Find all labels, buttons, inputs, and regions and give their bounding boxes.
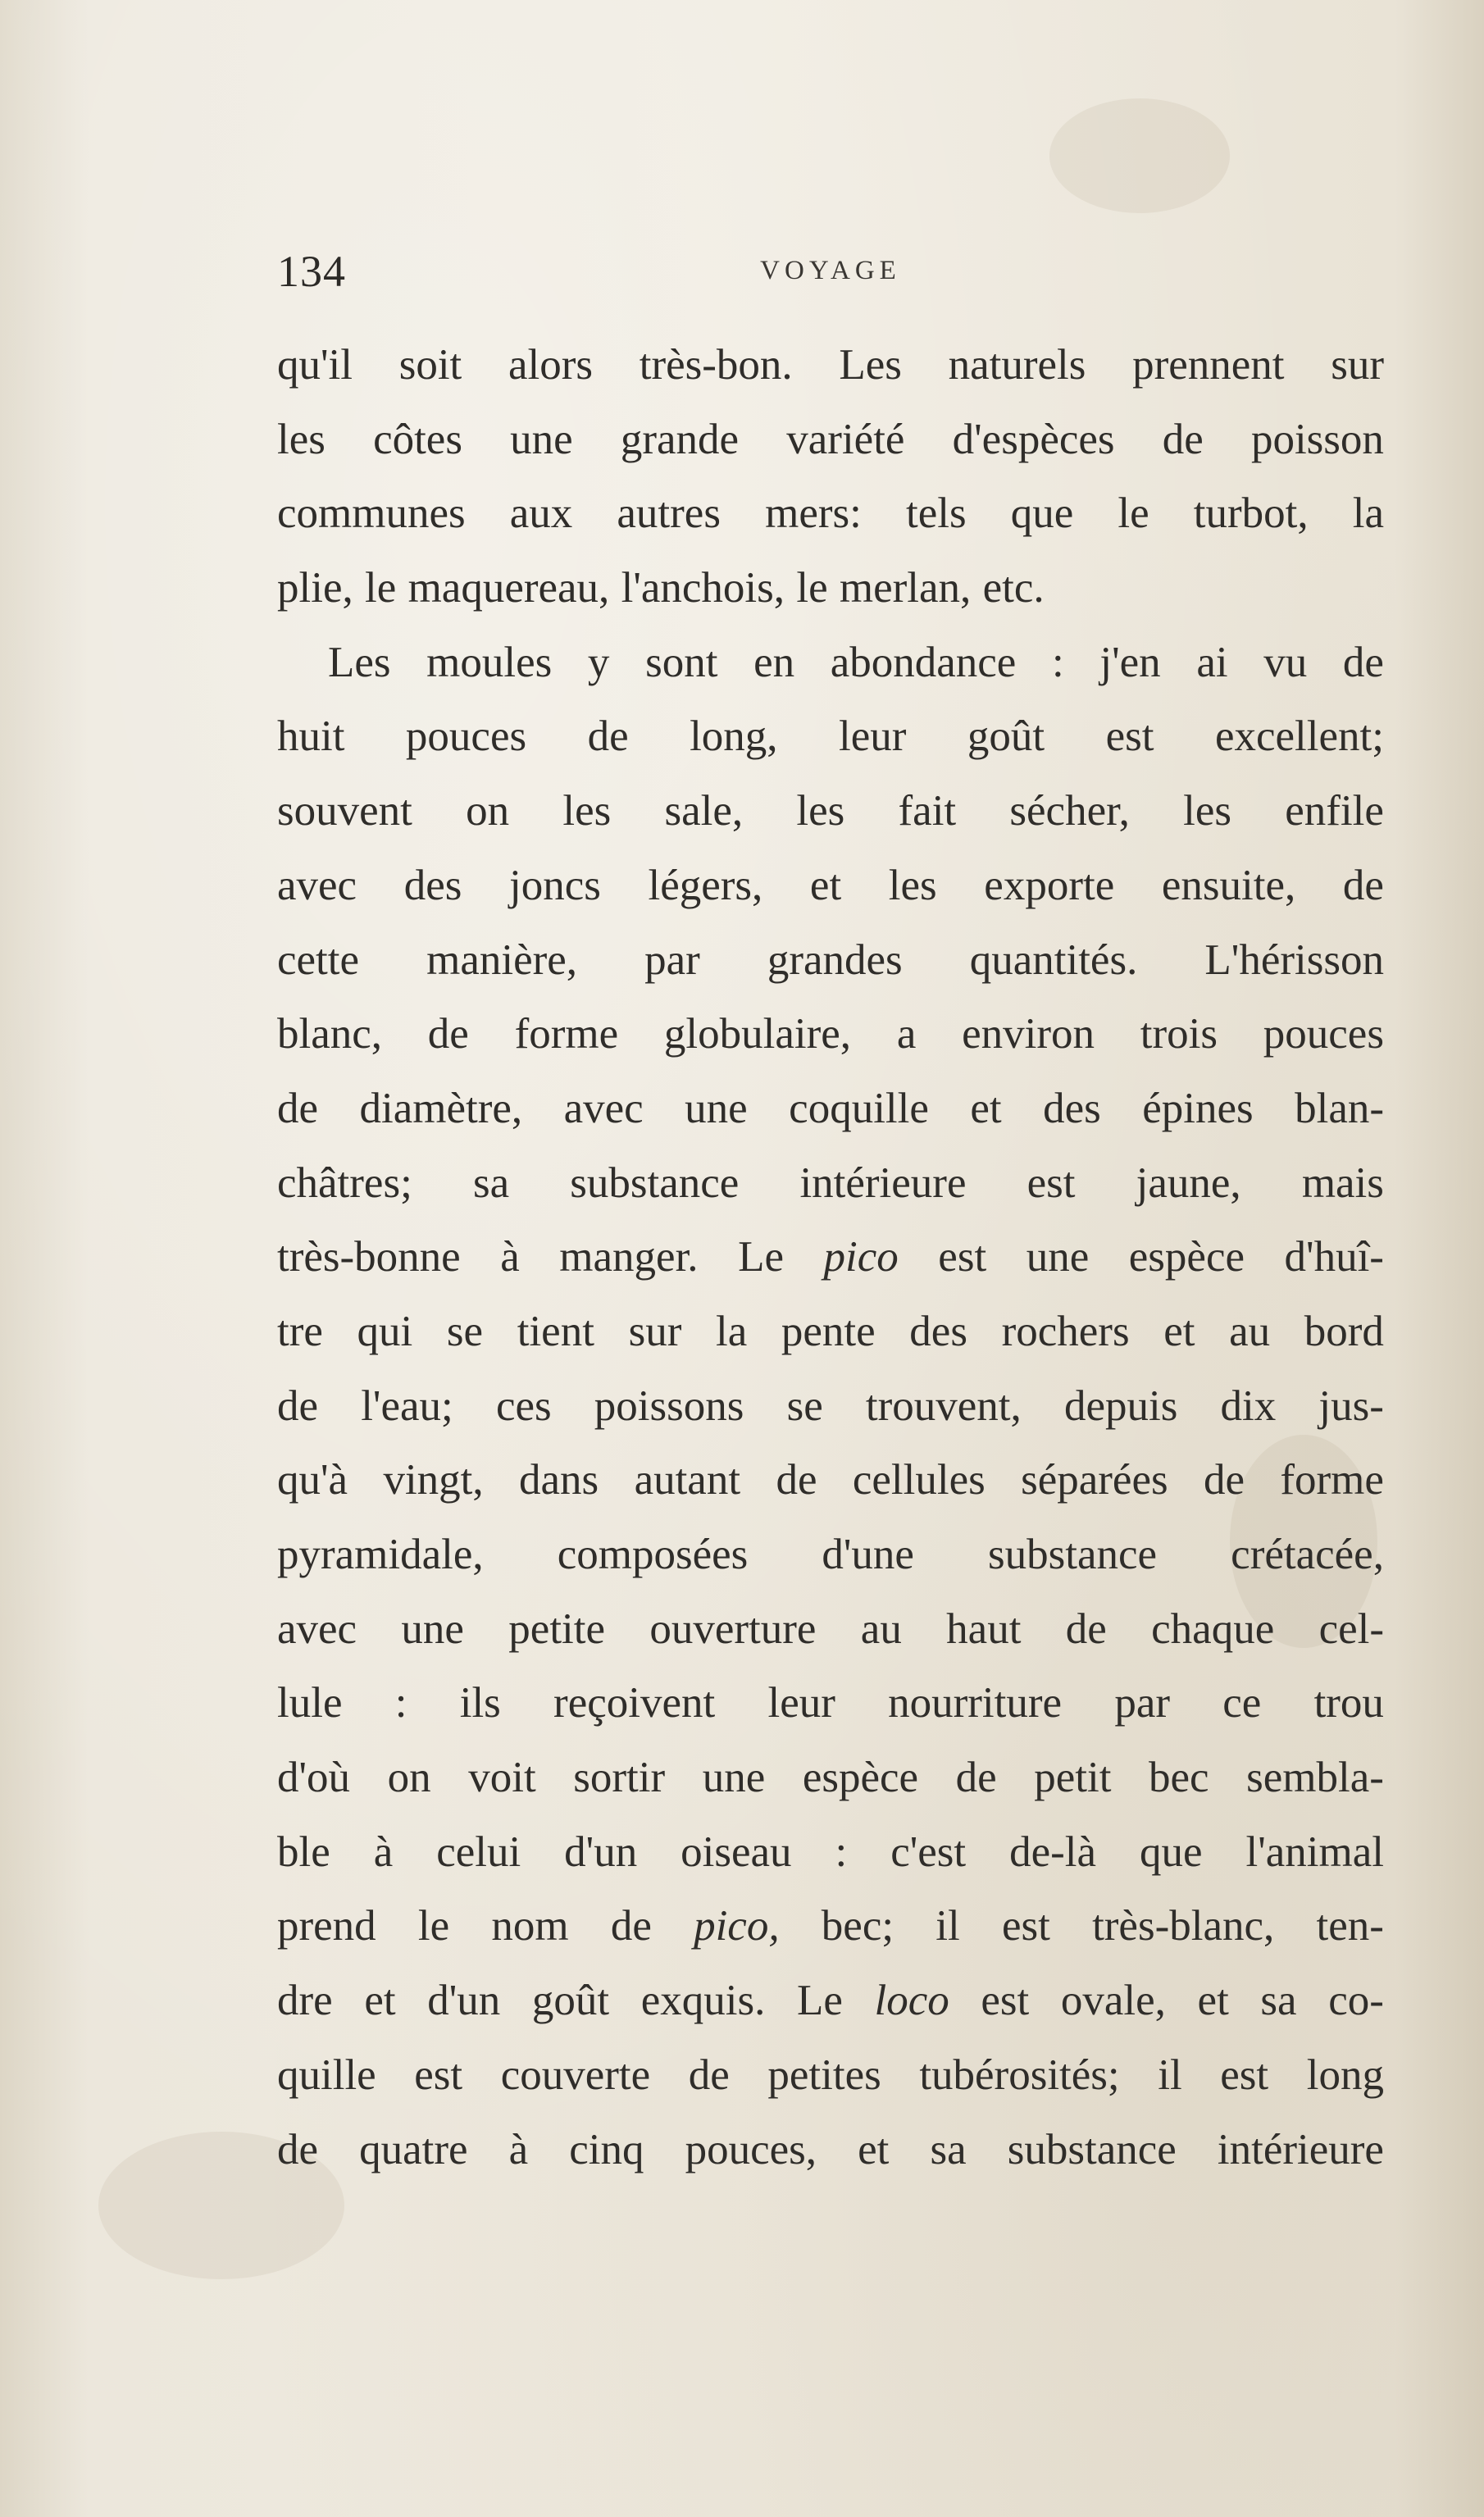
text-line: souvent on les sale, les fait sécher, les enfile: [277, 787, 1384, 835]
text-line: Les moules y sont en abondance : j'en ai vu de: [328, 638, 1384, 686]
text-line: tre qui se tient sur la pente des rochers et au bord: [277, 1307, 1384, 1355]
text-line: huit pouces de long, leur goût est excellent;: [277, 712, 1384, 761]
text-line: châtres; sa substance intérieure est jaune, mais: [277, 1158, 1384, 1207]
text-line: ble à celui d'un oiseau : c'est de-là que l'animal: [277, 1827, 1384, 1876]
text-line: dre et d'un goût exquis. Le loco est ovale, et sa co-: [277, 1977, 1384, 2025]
text-line: de diamètre, avec une coquille et des épines blan-: [277, 1084, 1384, 1132]
paper-stain: [1049, 98, 1230, 213]
text-line: les côtes une grande variété d'espèces de poisson: [277, 415, 1384, 463]
text-line: communes aux autres mers: tels que le turbot, la: [277, 489, 1384, 538]
text-line: cette manière, par grandes quantités. L'hérisson: [277, 935, 1384, 984]
text-line: d'où on voit sortir une espèce de petit bec sembla-: [277, 1754, 1384, 1802]
text-line: blanc, de forme globulaire, a environ trois pouces: [277, 1010, 1384, 1058]
text-line: très-bonne à manger. Le pico est une espèce d'huî-: [277, 1233, 1384, 1281]
running-head: VOYAGE: [760, 256, 901, 285]
text-line: pyramidale, composées d'une substance crétacée,: [277, 1531, 1384, 1578]
text-line: prend le nom de pico, bec; il est très-blanc, ten-: [277, 1902, 1384, 1950]
page-header: [277, 246, 1384, 312]
page-number: 134: [277, 247, 346, 296]
text-line: plie, le maquereau, l'anchois, le merlan, etc.: [277, 564, 1045, 612]
text-line: quille est couverte de petites tubérosités; il est long: [277, 2050, 1384, 2099]
text-line: de l'eau; ces poissons se trouvent, depuis dix jus-: [277, 1381, 1384, 1430]
text-line: avec une petite ouverture au haut de chaque cel-: [277, 1604, 1384, 1653]
text-line: de quatre à cinq pouces, et sa substance intérieure: [277, 2125, 1384, 2173]
text-line: qu'il soit alors très-bon. Les naturels prennent sur: [277, 341, 1384, 389]
text-line: qu'à vingt, dans autant de cellules séparées de forme: [277, 1456, 1384, 1504]
text-line: avec des joncs légers, et les exporte ensuite, de: [277, 861, 1384, 909]
body-text: [277, 328, 1384, 2187]
text-line: lule : ils reçoivent leur nourriture par ce trou: [277, 1679, 1384, 1727]
